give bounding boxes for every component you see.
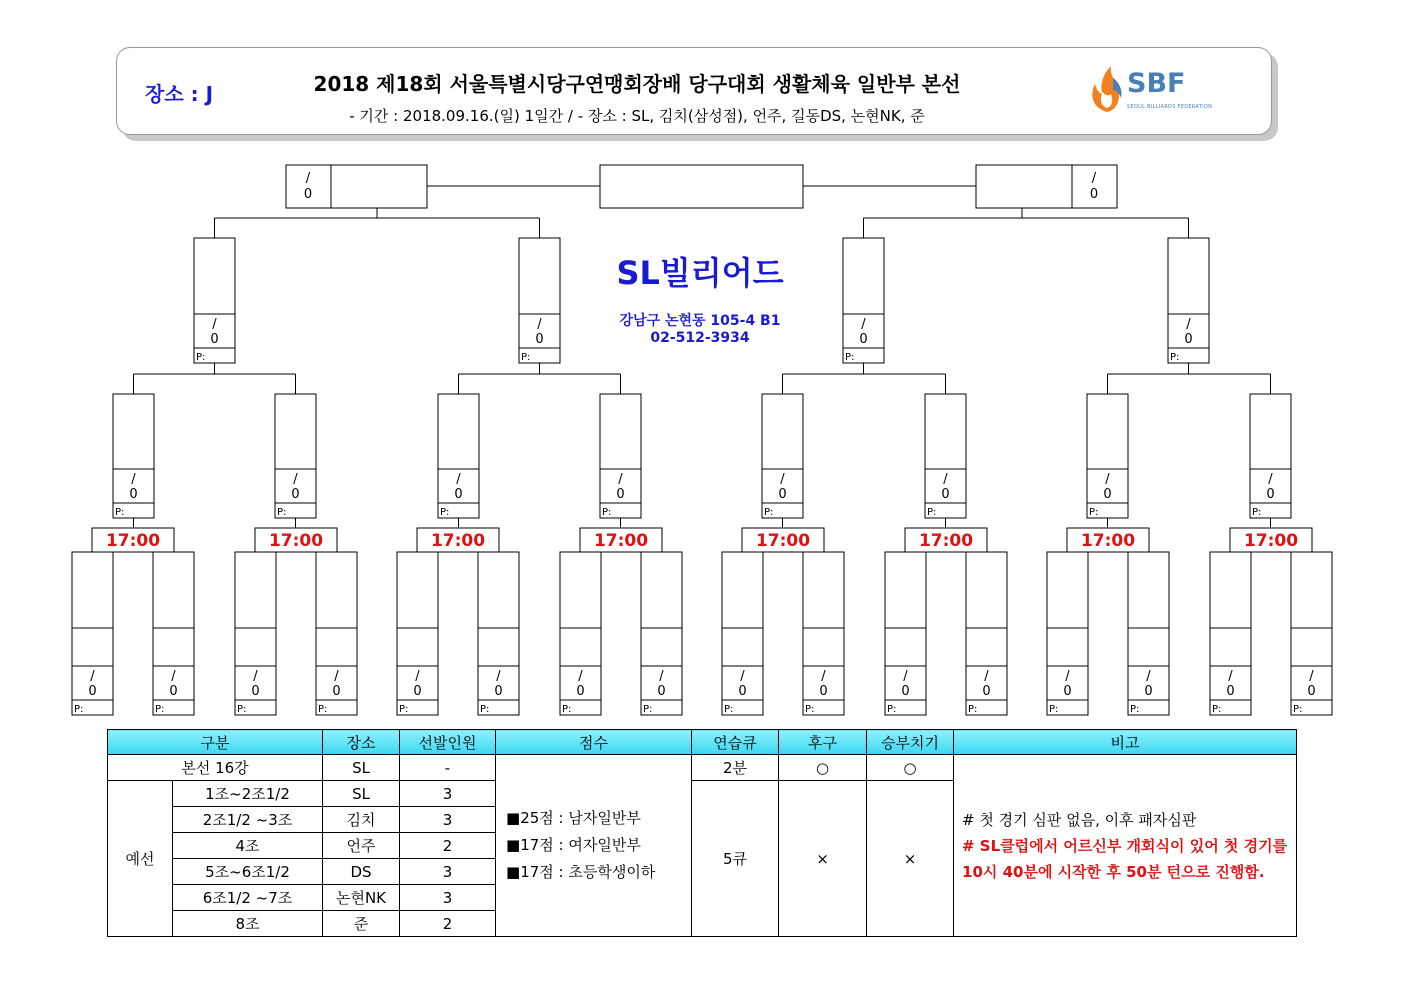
score-value: 0 (413, 684, 422, 699)
score-value: 0 (291, 487, 300, 502)
prelim-count: 3 (400, 781, 496, 807)
score-value: 0 (1184, 332, 1193, 347)
prelim-venue: 언주 (323, 833, 400, 859)
match-time: 17:00 (430, 531, 486, 551)
player-label: P: (318, 704, 328, 715)
score-slash: / (212, 317, 217, 332)
player-label: P: (724, 704, 734, 715)
final-box (600, 165, 803, 208)
score-value: 0 (576, 684, 585, 699)
score-slash: / (1091, 171, 1097, 186)
score-value: 0 (210, 332, 219, 347)
prelim-venue: 논현NK (323, 885, 400, 911)
col-header-division: 구분 (108, 730, 323, 755)
main-label: 본선 16강 (108, 755, 323, 781)
score-line: ■25점 : 남자일반부 (506, 809, 641, 827)
prelim-group: 6조1/2 ~7조 (173, 885, 323, 911)
player-label: P: (764, 507, 774, 518)
score-slash: / (984, 669, 989, 684)
score-slash: / (578, 669, 583, 684)
club-name: SL빌리어드 (616, 254, 784, 292)
info-table (107, 729, 1297, 937)
score-value: 0 (535, 332, 544, 347)
score-value: 0 (657, 684, 666, 699)
player-label: P: (155, 704, 165, 715)
match-time: 17:00 (593, 531, 649, 551)
score-value: 0 (454, 487, 463, 502)
prelim-count: 3 (400, 859, 496, 885)
score-cell (496, 755, 692, 937)
player-label: P: (196, 352, 206, 363)
main-count: - (400, 755, 496, 781)
player-label: P: (805, 704, 815, 715)
player-label: P: (521, 352, 531, 363)
main-break: ○ (779, 755, 867, 781)
score-value: 0 (901, 684, 910, 699)
note-line: # 첫 경기 심판 없음, 이후 패자심판 (962, 810, 1197, 829)
score-value: 0 (303, 187, 313, 202)
score-line: ■17점 : 여자일반부 (506, 836, 641, 854)
club-phone: 02-512-3934 (650, 330, 750, 346)
match-time: 17:00 (105, 531, 161, 551)
prelim-count: 2 (400, 911, 496, 937)
score-value: 0 (738, 684, 747, 699)
prelim-count: 3 (400, 807, 496, 833)
col-header-notes: 비고 (954, 730, 1297, 755)
score-value: 0 (819, 684, 828, 699)
col-header-break: 후구 (779, 730, 867, 755)
logo-text: SBF (1127, 68, 1186, 99)
player-label: P: (74, 704, 84, 715)
score-slash: / (1309, 669, 1314, 684)
player-label: P: (1170, 352, 1180, 363)
score-value: 0 (1226, 684, 1235, 699)
prelim-label: 예선 (108, 781, 173, 937)
match-time: 17:00 (755, 531, 811, 551)
period-text: - 기간 : 2018.09.16.(일) 1일간 / - 장소 : SL, 김치(삼성점), 언주, 길동DS, 논현NK, 준 (349, 107, 925, 125)
score-slash: / (903, 669, 908, 684)
player-label: P: (927, 507, 937, 518)
score-slash: / (1268, 472, 1273, 487)
page-title: 2018 제18회 서울특별시당구연맹회장배 당구대회 생활체육 일반부 본선 (313, 72, 961, 96)
player-label: P: (1089, 507, 1099, 518)
score-slash: / (456, 472, 461, 487)
score-slash: / (131, 472, 136, 487)
score-slash: / (861, 317, 866, 332)
prelim-count: 3 (400, 885, 496, 911)
player-label: P: (1293, 704, 1303, 715)
score-slash: / (496, 669, 501, 684)
score-value: 0 (982, 684, 991, 699)
score-slash: / (537, 317, 542, 332)
main-venue: SL (323, 755, 400, 781)
player-label: P: (968, 704, 978, 715)
prelim-group: 5조~6조1/2 (173, 859, 323, 885)
player-label: P: (1252, 507, 1262, 518)
player-label: P: (115, 507, 125, 518)
player-label: P: (602, 507, 612, 518)
prelim-group: 1조~2조1/2 (173, 781, 323, 807)
player-label: P: (1049, 704, 1059, 715)
logo-subtext: SEOUL BILLIARDS FEDERATION (1127, 104, 1213, 110)
score-slash: / (305, 171, 311, 186)
prelim-count: 2 (400, 833, 496, 859)
table-row (108, 755, 1297, 781)
col-header-score: 점수 (496, 730, 692, 755)
prelim-group: 2조1/2 ~3조 (173, 807, 323, 833)
player-label: P: (887, 704, 897, 715)
venue-label: 장소 : J (145, 82, 214, 106)
score-value: 0 (251, 684, 260, 699)
score-slash: / (821, 669, 826, 684)
score-slash: / (415, 669, 420, 684)
match-time: 17:00 (918, 531, 974, 551)
col-header-practice: 연습큐 (692, 730, 779, 755)
score-slash: / (740, 669, 745, 684)
score-value: 0 (1144, 684, 1153, 699)
prelim-venue: 김치 (323, 807, 400, 833)
score-line: ■17점 : 초등학생이하 (506, 863, 656, 881)
score-slash: / (171, 669, 176, 684)
score-value: 0 (616, 487, 625, 502)
col-header-count: 선발인원 (400, 730, 496, 755)
score-slash: / (780, 472, 785, 487)
player-label: P: (643, 704, 653, 715)
club-address: 강남구 논현동 105-4 B1 (619, 313, 781, 329)
note-line-highlight: # SL클럽에서 어르신부 개회식이 있어 첫 경기를 10시 40분에 시작한 후 50분 턴으로 진행함. (962, 836, 1288, 881)
match-time: 17:00 (268, 531, 324, 551)
score-slash: / (943, 472, 948, 487)
player-label: P: (480, 704, 490, 715)
score-value: 0 (859, 332, 868, 347)
player-label: P: (277, 507, 287, 518)
prelim-practice: 5큐 (692, 781, 779, 937)
col-header-tiebreak: 승부치기 (867, 730, 954, 755)
prelim-venue: SL (323, 781, 400, 807)
score-value: 0 (1089, 187, 1099, 202)
col-header-venue: 장소 (323, 730, 400, 755)
prelim-group: 4조 (173, 833, 323, 859)
score-value: 0 (1307, 684, 1316, 699)
score-value: 0 (1103, 487, 1112, 502)
score-value: 0 (169, 684, 178, 699)
main-tiebreak: ○ (867, 755, 954, 781)
player-label: P: (1130, 704, 1140, 715)
player-label: P: (237, 704, 247, 715)
player-label: P: (845, 352, 855, 363)
score-value: 0 (88, 684, 97, 699)
score-value: 0 (778, 487, 787, 502)
score-value: 0 (1266, 487, 1275, 502)
prelim-break: × (779, 781, 867, 937)
player-label: P: (562, 704, 572, 715)
score-value: 0 (1063, 684, 1072, 699)
main-practice: 2분 (692, 755, 779, 781)
score-value: 0 (941, 487, 950, 502)
score-slash: / (334, 669, 339, 684)
notes-cell (954, 755, 1297, 937)
table-header-row (108, 730, 1297, 755)
player-label: P: (399, 704, 409, 715)
prelim-tiebreak: × (867, 781, 954, 937)
score-slash: / (1228, 669, 1233, 684)
prelim-venue: DS (323, 859, 400, 885)
score-slash: / (1186, 317, 1191, 332)
score-slash: / (1146, 669, 1151, 684)
player-label: P: (1212, 704, 1222, 715)
score-slash: / (90, 669, 95, 684)
score-slash: / (659, 669, 664, 684)
score-value: 0 (332, 684, 341, 699)
score-slash: / (1105, 472, 1110, 487)
prelim-group: 8조 (173, 911, 323, 937)
score-slash: / (253, 669, 258, 684)
player-label: P: (440, 507, 450, 518)
match-time: 17:00 (1080, 531, 1136, 551)
score-value: 0 (494, 684, 503, 699)
score-value: 0 (129, 487, 138, 502)
match-time: 17:00 (1243, 531, 1299, 551)
score-slash: / (1065, 669, 1070, 684)
score-slash: / (293, 472, 298, 487)
prelim-venue: 준 (323, 911, 400, 937)
score-slash: / (618, 472, 623, 487)
